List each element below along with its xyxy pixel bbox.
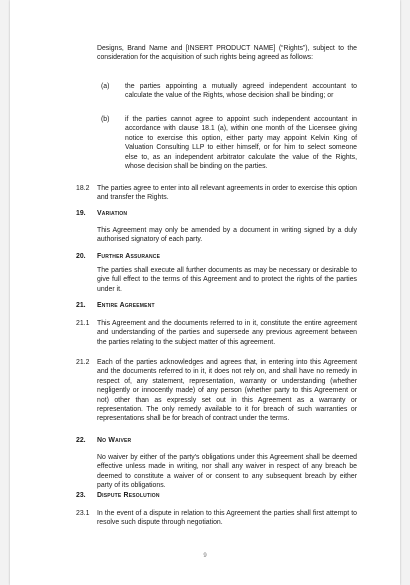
clause-number: 21.2: [76, 359, 90, 366]
subclause-b-text: if the parties cannot agree to appoint such independent accountant in accordance with clause 18.1 (a), within one month of the Licensee giving notice to exercise this option, either party may appoint Kelvin King of Valuation Consulting LLP to either himself, or for him to select someone else to, as an independent arbitrator calculate the value of the Rights, whose decision shall be binding on the parties.: [125, 116, 357, 171]
section-number: 19.: [76, 210, 86, 217]
section-number: 20.: [76, 253, 86, 260]
section-heading: Dispute Resolution: [97, 492, 160, 499]
section-heading: Entire Agreement: [97, 302, 155, 309]
subclause-a-label: (a): [101, 83, 110, 90]
intro-paragraph: Designs, Brand Name and [INSERT PRODUCT NAME] (“Rights”), subject to the consideration for the acquisition of such rights being agreed as follows:: [97, 45, 357, 62]
section-number: 22.: [76, 437, 86, 444]
section-paragraph: No waiver by either of the party's obligations under this Agreement shall be deemed effective unless made in writing, nor shall any waiver in respect of any breach be deemed to constitute a waiver of or consent to any subsequent breach by either party of its obligations.: [97, 454, 357, 490]
clause-number: 23.1: [76, 510, 90, 517]
subclause-a-text: the parties appointing a mutually agreed independent accountant to calculate the value of the Rights, whose decision shall be binding; or: [125, 83, 357, 100]
clause-text: This Agreement and the documents referred to in it, constitute the entire agreement and understanding of the parties and supersede any previous agreement between the parties relating to the subject matter of this agreement.: [97, 320, 357, 346]
clause-number: 18.2: [76, 185, 90, 192]
clause-text: In the event of a dispute in relation to this Agreement the parties shall first attempt to resolve such dispute through negotiation.: [97, 510, 357, 527]
section-number: 21.: [76, 302, 86, 309]
document-page: [10, 0, 400, 585]
clause-number: 21.1: [76, 320, 90, 327]
section-heading: No Waiver: [97, 437, 132, 444]
clause-text: Each of the parties acknowledges and agrees that, in entering into this Agreement and the documents referred to in it, it does not rely on, and shall have no remedy in respect of, any statement, representation, warranty or understanding (whether negligently or innocently made) of any person (whether party to this Agreement or not) other than as expressly set out in this Agreement as a warranty or representation. The only remedy available to it for breach of such warranties or representations shall be for breach of contract under the terms.: [97, 359, 357, 423]
section-number: 23.: [76, 492, 86, 499]
section-paragraph: The parties shall execute all further documents as may be necessary or desirable to give full effect to the terms of this Agreement and to protect the rights of the parties under it.: [97, 267, 357, 293]
clause-text: The parties agree to enter into all relevant agreements in order to exercise this option and transfer the Rights.: [97, 185, 357, 202]
page-number: 9: [203, 553, 207, 559]
section-heading: Variation: [97, 210, 128, 217]
subclause-b-label: (b): [101, 116, 110, 123]
section-paragraph: This Agreement may only be amended by a document in writing signed by a duly authorised signatory of each party.: [97, 227, 357, 244]
section-heading: Further Assurance: [97, 253, 161, 260]
